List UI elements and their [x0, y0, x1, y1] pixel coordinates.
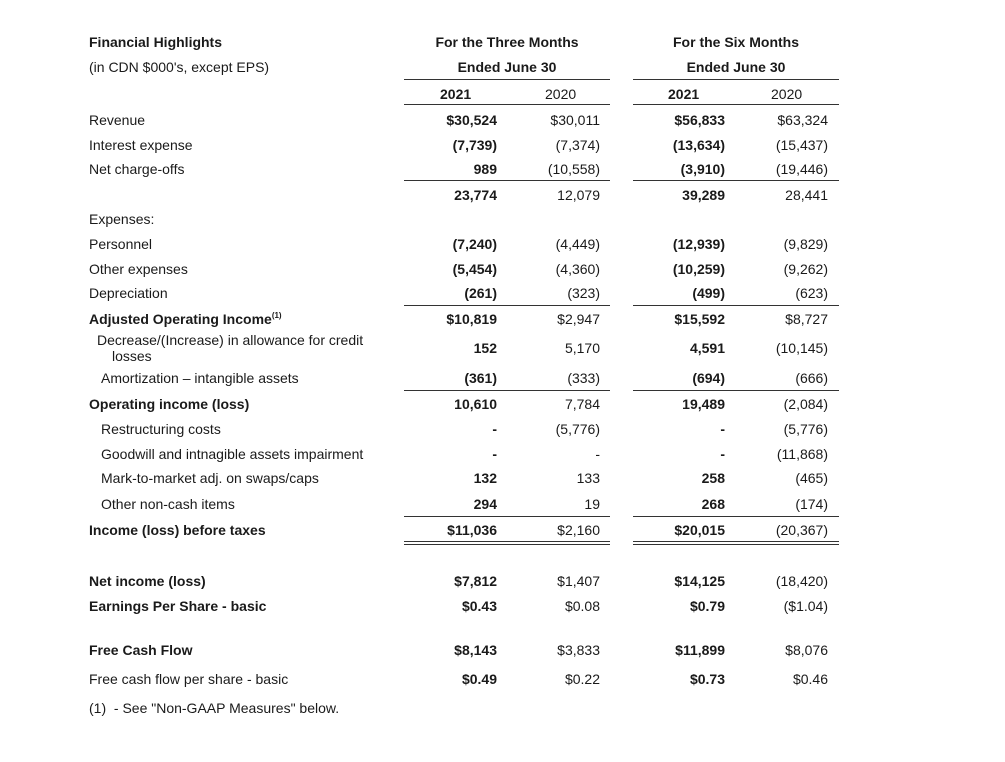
cell-value: $15,592	[674, 311, 725, 327]
header-rule-six	[633, 79, 839, 80]
row-label: Free Cash Flow	[89, 642, 193, 658]
cell-value: $0.08	[564, 598, 600, 614]
cell-value: 4,591	[689, 340, 725, 356]
year-rule-six	[633, 104, 839, 105]
row-label-line1: Decrease/(Increase) in allowance for credit	[97, 332, 364, 348]
cell-value: $0.22	[564, 671, 600, 687]
cell-value: $14,125	[674, 573, 725, 589]
cell-value: $8,076	[785, 642, 828, 658]
cell-value: -	[492, 446, 497, 462]
row-label: Goodwill and intnagible assets impairment	[101, 446, 364, 462]
cell-value: (499)	[692, 285, 725, 301]
cell-value: (10,145)	[775, 340, 828, 356]
row-label: Earnings Per Share - basic	[89, 598, 267, 614]
year-2021-three: 2021	[440, 86, 472, 102]
cell-value: (3,910)	[680, 161, 725, 177]
subtotal-rule	[633, 516, 839, 517]
cell-value: (323)	[567, 285, 600, 301]
cell-value: (18,420)	[775, 573, 828, 589]
subtotal-rule	[404, 180, 610, 181]
cell-value: (10,558)	[547, 161, 600, 177]
cell-value: -	[720, 446, 725, 462]
row-label: Net income (loss)	[89, 573, 206, 589]
cell-value: $0.79	[689, 598, 725, 614]
cell-value: (7,374)	[555, 137, 600, 153]
subtotal-rule	[404, 390, 610, 391]
cell-value: 258	[701, 470, 725, 486]
footnote: (1) - See "Non-GAAP Measures" below.	[89, 700, 340, 716]
row-label: Interest expense	[89, 137, 193, 153]
cell-value: $8,727	[785, 311, 828, 327]
cell-value: $2,947	[557, 311, 600, 327]
cell-value: $0.73	[689, 671, 725, 687]
cell-value: 5,170	[564, 340, 600, 356]
cell-value: 39,289	[682, 187, 725, 203]
cell-value: -	[492, 421, 497, 437]
footnote-marker: (1)	[271, 311, 282, 320]
subtotal-rule	[633, 390, 839, 391]
subtotal-rule	[404, 516, 610, 517]
cell-value: 132	[473, 470, 497, 486]
cell-value: ($1.04)	[783, 598, 828, 614]
cell-value: (5,776)	[783, 421, 828, 437]
cell-value: (2,084)	[783, 396, 828, 412]
cell-value: 10,610	[454, 396, 497, 412]
subtotal-rule	[633, 305, 839, 306]
row-label: Other non-cash items	[101, 496, 235, 512]
cell-value: (12,939)	[672, 236, 725, 252]
cell-value: (9,829)	[783, 236, 828, 252]
cell-value: $11,036	[447, 522, 497, 538]
cell-value: (5,776)	[555, 421, 600, 437]
table-subtitle: (in CDN $000's, except EPS)	[89, 59, 270, 75]
year-2021-six: 2021	[668, 86, 700, 102]
cell-value: 989	[473, 161, 497, 177]
header-rule-three	[404, 79, 610, 80]
cell-value: (7,240)	[452, 236, 497, 252]
cell-value: (20,367)	[775, 522, 828, 538]
cell-value: $11,899	[675, 642, 725, 658]
year-2020-six: 2020	[771, 86, 803, 102]
cell-value: (9,262)	[783, 261, 828, 277]
cell-value: $30,011	[550, 112, 600, 128]
cell-value: $7,812	[454, 573, 497, 589]
year-rule-three	[404, 104, 610, 105]
row-label: Other expenses	[89, 261, 188, 277]
row-label: Income (loss) before taxes	[89, 522, 266, 538]
six-months-heading: For the Six Months	[673, 34, 799, 50]
cell-value: $1,407	[557, 573, 600, 589]
row-label: Free cash flow per share - basic	[89, 671, 289, 687]
cell-value: 12,079	[557, 187, 600, 203]
cell-value: (15,437)	[775, 137, 828, 153]
total-double-rule	[404, 541, 610, 545]
cell-value: 19	[584, 496, 600, 512]
cell-value: (13,634)	[672, 137, 725, 153]
cell-value: (694)	[692, 370, 725, 386]
cell-value: $30,524	[446, 112, 497, 128]
subtotal-rule	[404, 305, 610, 306]
six-months-subheading: Ended June 30	[686, 59, 786, 75]
cell-value: (11,868)	[776, 446, 828, 462]
cell-value: $20,015	[674, 522, 725, 538]
cell-value: $0.49	[461, 671, 497, 687]
total-double-rule	[633, 541, 839, 545]
cell-value: 7,784	[564, 396, 600, 412]
cell-value: $0.43	[461, 598, 497, 614]
year-2020-three: 2020	[545, 86, 577, 102]
cell-value: 152	[473, 340, 497, 356]
subtotal-rule	[633, 180, 839, 181]
row-label: Revenue	[89, 112, 146, 128]
cell-value: -	[595, 446, 600, 462]
expenses-heading: Expenses:	[89, 211, 155, 227]
row-label: Operating income (loss)	[89, 396, 250, 412]
cell-value: (333)	[567, 370, 600, 386]
cell-value: 28,441	[785, 187, 828, 203]
row-label-line2: losses	[112, 348, 152, 364]
cell-value: $3,833	[557, 642, 600, 658]
row-label: Personnel	[89, 236, 153, 252]
row-label: Restructuring costs	[101, 421, 221, 437]
cell-value: (4,360)	[555, 261, 600, 277]
cell-value: (174)	[795, 496, 828, 512]
cell-value: $8,143	[454, 642, 497, 658]
cell-value: 294	[473, 496, 497, 512]
cell-value: $2,160	[557, 522, 600, 538]
cell-value: $0.46	[792, 671, 828, 687]
cell-value: 268	[701, 496, 725, 512]
row-label: Amortization – intangible assets	[101, 370, 299, 386]
row-label: Depreciation	[89, 285, 168, 301]
cell-value: (5,454)	[452, 261, 497, 277]
cell-value: (4,449)	[555, 236, 600, 252]
cell-value: 133	[576, 470, 600, 486]
row-label: Net charge-offs	[89, 161, 185, 177]
cell-value: (19,446)	[775, 161, 828, 177]
cell-value: 23,774	[454, 187, 497, 203]
cell-value: (361)	[464, 370, 497, 386]
cell-value: (7,739)	[452, 137, 497, 153]
cell-value: (666)	[795, 370, 828, 386]
three-months-heading: For the Three Months	[435, 34, 579, 50]
cell-value: $63,324	[777, 112, 828, 128]
cell-value: $56,833	[674, 112, 725, 128]
cell-value: (10,259)	[672, 261, 725, 277]
cell-value: (465)	[795, 470, 828, 486]
cell-value: -	[720, 421, 725, 437]
table-title: Financial Highlights	[89, 34, 223, 50]
three-months-subheading: Ended June 30	[457, 59, 557, 75]
cell-value: (261)	[464, 285, 497, 301]
cell-value: (623)	[795, 285, 828, 301]
row-label: Mark-to-market adj. on swaps/caps	[101, 470, 319, 486]
cell-value: $10,819	[446, 311, 497, 327]
row-label: Adjusted Operating Income$^{(1)}$	[89, 311, 282, 327]
cell-value: 19,489	[682, 396, 725, 412]
